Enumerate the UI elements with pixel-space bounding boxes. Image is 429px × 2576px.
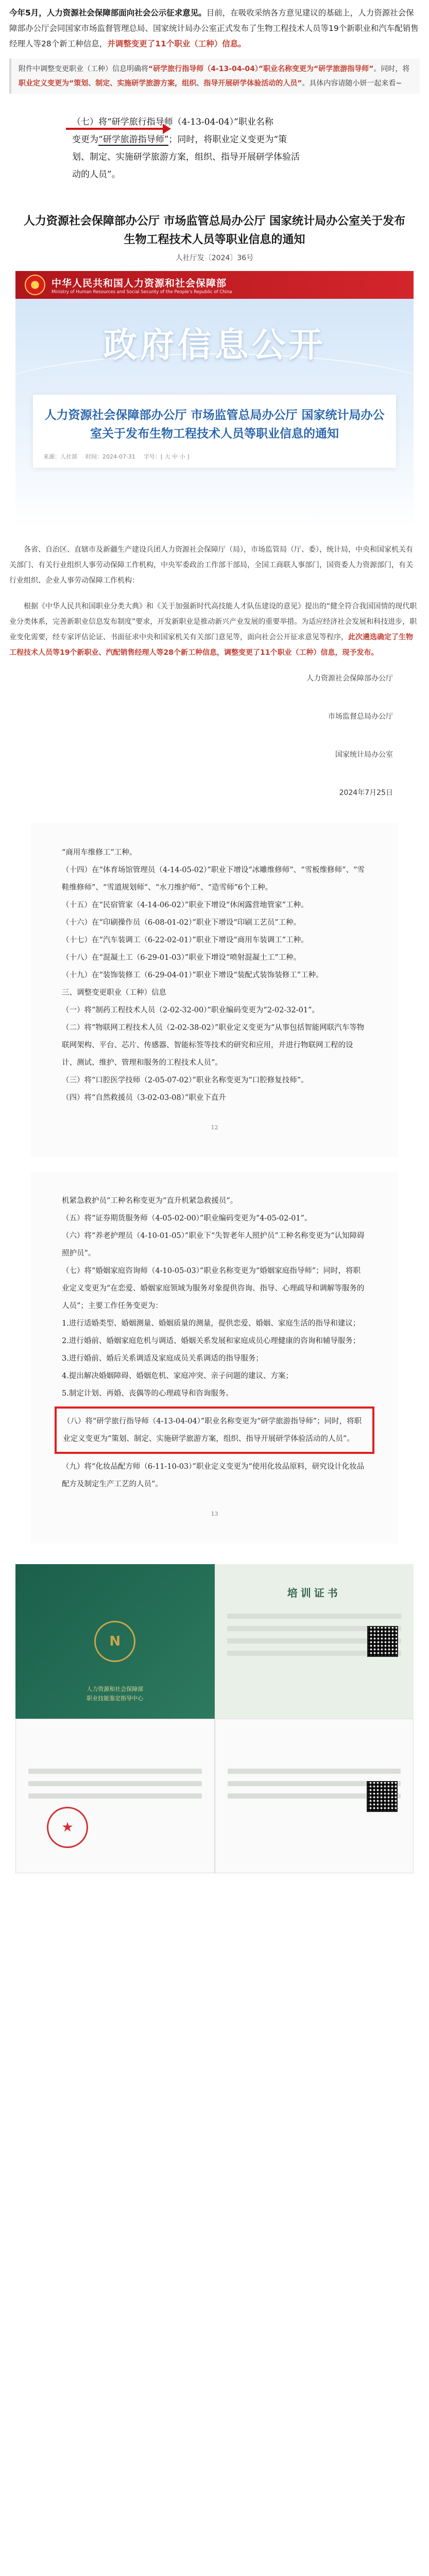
certificate-gallery [15,1564,414,1873]
ministry-name: 中华人民共和国人力资源和社会保障部 [52,277,227,289]
ministry-name-en: Ministry of Human Resources and Social Security of the People's Republic of China [52,289,232,295]
certificate-title: 培训证书 [287,1587,341,1599]
gov-banner-header [15,271,414,299]
page-line: （十九）在“装饰装修工（6-29-04-01）”职业下增设“装配式装饰装修工”工种。 [62,971,323,979]
page-line: （十六）在“印刷操作员（6-08-01-02）”职业下增设“印刷工艺员”工种。 [62,919,301,927]
quote-text: 附件中调整变更职业（工种）信息明确将 [19,65,148,73]
page-number: 13 [211,1511,218,1517]
page-line: 5.制定计划、再婚、丧偶等的心理疏导和咨询服务。 [62,1389,233,1398]
page-line: “商用车维修工”工种。 [62,849,137,857]
meta-date: 时间：2024-07-31 [85,453,135,460]
red-arrow-annotation [66,128,164,130]
attachment-quote [9,59,420,94]
page-number: 12 [211,1124,218,1131]
signatures [0,671,429,801]
gov-banner-headline: 政府信息公开 [103,325,326,365]
quote-tail: 。具体内容请随小妍一起来看~ [302,79,402,88]
body-paragraph-1: 各省、自治区、直辖市及新疆生产建设兵团人力资源社会保障厅（局），市场监管局（厅、委），统计局，中央和国家机关有关部门、有关行业组织人事劳动保障工作机构，中央军委政治工作部干部局，全国工商联人事部门，国资委人力资源部门，有关行业组织、企业人事劳动保障工作机构： [9,546,413,585]
excerpt-line-3: 划、制定、实施研学旅游方案，组织、指导开展研学体验活 [72,152,300,162]
quote-highlight-definition: 职业定义变更为“策划、制定、实施研学旅游方案，组织、指导开展研学体验活动的人员” [19,79,302,88]
notice-title: 人力资源社会保障部办公厅 市场监管总局办公厅 国家统计局办公室关于发布生物工程技术人员等职业信息的通知 [23,215,406,246]
certificate-back-2 [215,1719,414,1873]
body-paragraph-2 [9,599,420,660]
signature-nbs: 国家统计局办公室 [335,751,393,759]
page-line: （十八）在“混凝土工（6-29-01-03）”职业下增设“喷射混凝土工”工种。 [62,954,301,962]
gov-notice-card [33,395,396,468]
page-line: 4.提出解决婚姻障碍、婚姻危机、家庭冲突、亲子问题的建议、方案； [62,1372,293,1380]
notice-body [0,529,429,660]
page-line: （一）将“制药工程技术人员（2-02-32-00）”职业编码变更为“2-02-32-01”。 [62,1006,319,1014]
excerpt-line-2-b: ；同时，将职业定义变更为“策 [168,134,287,145]
certificate-back-lines [28,1769,202,1806]
body-paragraph-2-text: 根据《中华人民共和国职业分类大典》和《关于加强新时代高技能人才队伍建设的意见》提出的“健全符合我国国情的现代职业分类体系，完善新职业信息发布制度”要求，开发新职业是推动新兴产业发展的重要举措。为适应经济社会发展和科技进步，职业变化需要，经专家评估论证、书面征求中央和国家机关有关部门意见等，面向社会公开征求意见等程序， [9,602,417,641]
page-line: （十七）在“汽车装调工（6-22-02-01）”职业下增设“商用车装调工”工种。 [62,936,308,944]
certificate-seal-icon: N [94,1621,135,1662]
qr-code-icon [367,1781,398,1812]
qr-code-icon [367,1626,398,1657]
page-section-heading: 三、调整变更职业（工种）信息 [62,989,166,997]
certificate-inner [215,1564,414,1719]
excerpt-line-1: （七）将“研学旅行指导师（4-13-04-04）”职业名称 [72,117,273,127]
scanned-page-13 [31,1172,398,1544]
excerpt-line-2 [72,131,357,148]
intro-paragraph [0,0,429,52]
page-line: 2.进行婚前、婚姻家庭危机与调适、婚姻关系发展和家庭成员心理健康的咨询和辅导服务； [62,1337,361,1345]
signature-samr: 市场监督总局办公厅 [328,713,393,721]
page-line: （三）将“口腔医学技师（2-05-07-02）”职业名称变更为“口腔修复技师”。 [62,1076,308,1084]
page-line: （五）将“证券期货服务师（4-05-02-00）”职业编码变更为“4-05-02-01”。 [62,1214,312,1223]
page-line: （十五）在“民宿管家（4-14-06-02）”职业下增设“休闲露营地管家”工种。 [62,901,308,909]
page-line: （二）将“物联网工程技术人员（2-02-38-02）”职业定义变更为“从事包括智能网联汽车等物联网架构、平台、芯片、传感器、智能标签等技术的研究和应用，并进行物联网工程的设计、测试、维护、管理和服务的工程技术人员”。 [62,1024,365,1067]
scanned-page-12 [31,823,398,1157]
intro-lead: 今年5月，人力资源社会保障部面向社会公示征求意见。 [9,8,207,18]
quote-text-mid: 。同时，将 [373,65,410,73]
gov-card-title: 人力资源社会保障部办公厅 市场监管总局办公厅 国家统计局办公室关于发布生物工程技术人员等职业信息的通知 [44,409,385,440]
signature-hrss: 人力资源社会保障部办公厅 [306,674,393,683]
highlighted-line: （八）将“研学旅行指导师（4-13-04-04）”职业名称变更为“研学旅游指导师”；同时，将职业定义变更为“策划、制定、实施研学旅游方案，组织、指导开展研学体验活动的人员”。 [63,1417,362,1443]
page-line: （四）将“自然救援员（3-02-03-08）”职业下直升 [62,1094,226,1102]
intro-body: 目前，在吸收采纳各方意见建议的基础上，人力资源社会保障部办公厅会同国家市场监督管理总局、国家统计局办公室正式发布了生物工程技术人员等19个新职业和汽车配销售经理人等28个新工种信息， [9,8,419,48]
gov-card-meta [43,452,386,461]
page-line: （七）将“婚姻家庭咨询师（4-10-05-03）”职业名称变更为“婚姻家庭指导师”；同时，将职业定义变更为“在恋爱、婚姻家庭领域为服务对象提供咨询、指导、心理疏导和调解等服务的人员”；主要工作任务变更为： [62,1267,365,1310]
scanned-excerpt [62,105,367,192]
gov-info-banner [15,271,414,529]
page-line: 机紧急救护员”工种名称变更为“直升机紧急救援员”。 [62,1197,238,1205]
quote-highlight-name: “研学旅行指导师（4-13-04-04）”职业名称变更为“研学旅游指导师” [148,65,374,73]
red-stamp-icon: ★ [47,1807,88,1848]
national-emblem-icon [25,275,45,295]
page-line: （十四）在“体育场馆管理员（4-14-05-02）”职业下增设“冰雕维修师”、“雪板维修师”、“雪鞋维修师”、“雪道规划师”、“水刀维护师”、“造雪师”6个工种。 [62,866,365,892]
certificate-issuer: 人力资源和社会保障部 职业技能鉴定指导中心 [87,1686,144,1702]
signature-date: 2024年7月25日 [339,789,393,797]
page-line: （九）将“化妆品配方师（6-11-10-03）”职业定义变更为“使用化妆品原料，研究设计化妆品配方及制定生产工艺的人员”。 [62,1463,365,1488]
page-line: 3.进行婚前、婚后关系调适及家庭成员关系调适的指导服务； [62,1354,263,1363]
excerpt-line-4: 动的人员”。 [72,170,121,180]
intro-body-highlight: 并调整变更了11个职业（工种）信息。 [107,39,246,48]
excerpt-underlined-name: “研学旅游指导师” [98,134,169,145]
excerpt-line-2-a: 变更为 [72,134,98,145]
highlight-box-study-travel-guide [55,1406,374,1454]
notice-doc-number: 人社厅发〔2024〕36号 [175,254,254,262]
certificate-cover [15,1564,215,1719]
certificate-back [15,1719,215,1873]
meta-source: 来源：人社部 [43,453,77,460]
page-line: （六）将“养老护理员（4-10-01-05）”职业下“失智老年人照护员”工种名称变更为“认知障碍照护员”。 [62,1232,365,1258]
body-paragraph-2-highlight: 此次遴选确定了生物工程技术人员等19个新职业、汽配销售经理人等28个新工种信息，调整变更了11个职业（工种）信息，现予发布。 [9,633,413,657]
meta-font-size[interactable]: 字号：[ 大 中 小 ] [143,453,190,460]
page-line: 1.进行适婚类型、婚姻测量、婚姻质量的测量，提供恋爱、婚姻、家庭生活的指导和建议； [62,1319,361,1328]
